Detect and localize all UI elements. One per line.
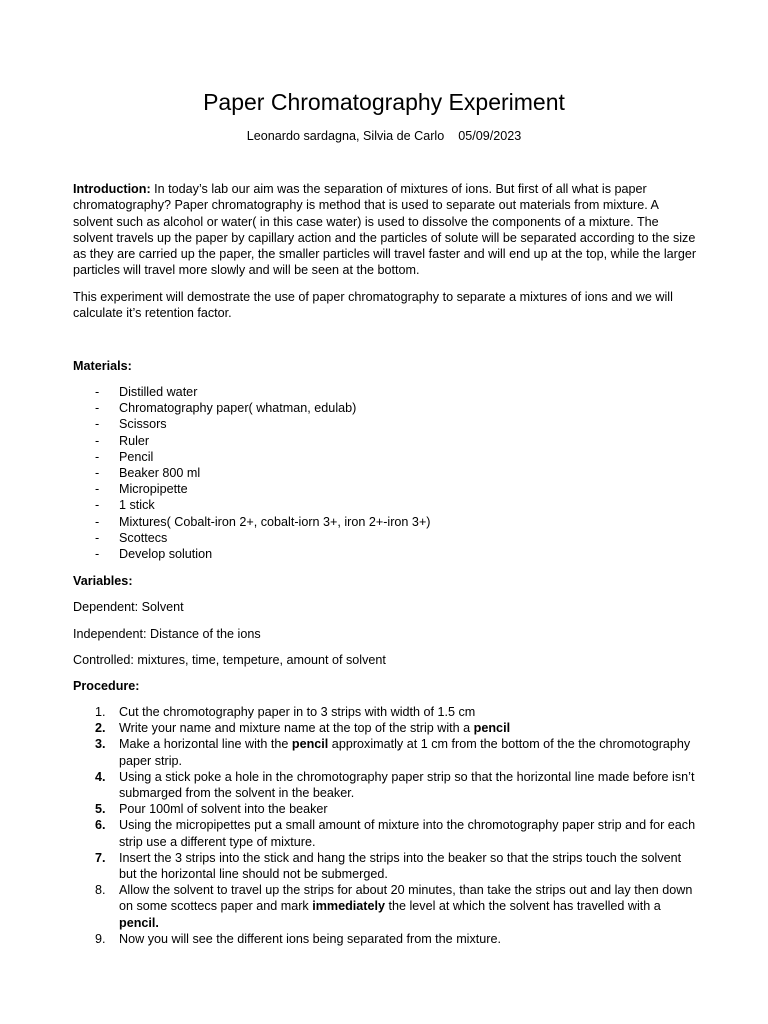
- procedure-step: [73, 850, 698, 882]
- step-number: 6.: [95, 818, 106, 833]
- list-marker: -: [95, 514, 100, 529]
- procedure-step: [73, 769, 698, 801]
- list-marker: -: [95, 433, 100, 448]
- step-text: Allow the solvent to travel up the strips for about 20 minutes, than take the strips out and lay then down on some scottecs paper and mark: [119, 883, 693, 914]
- list-marker: -: [95, 498, 100, 513]
- procedure-list: [73, 704, 698, 947]
- step-number: 8.: [95, 883, 106, 898]
- list-item: [73, 465, 698, 481]
- author-line: [0, 128, 768, 144]
- introduction-label: Introduction:: [73, 182, 151, 196]
- list-item: [73, 530, 698, 546]
- list-item-text: 1 stick: [119, 498, 155, 513]
- materials-heading: Materials:: [73, 359, 132, 373]
- step-number: 5.: [95, 802, 106, 817]
- step-text: Insert the 3 strips into the stick and hang the strips into the beaker so that the strips touch the solvent but the horizontal line should not be submerged.: [119, 850, 682, 882]
- step-text: Using a stick poke a hole in the chromotography paper strip so that the horizontal line made before isn’t submarged from the solvent in the beaker.: [119, 769, 695, 801]
- independent-variable: Independent: Distance of the ions: [73, 627, 261, 641]
- step-text: Now you will see the different ions being separated from the mixture.: [119, 931, 501, 946]
- list-marker: -: [95, 449, 100, 464]
- date: 05/09/2023: [458, 129, 522, 143]
- purpose-paragraph: This experiment will demostrate the use of paper chromatography to separate a mixtures of ions and we will calculate it’s retention factor.: [73, 290, 673, 321]
- step-number: 3.: [95, 737, 106, 752]
- list-item: [73, 497, 698, 513]
- list-item-text: Mixtures( Cobalt-iron 2+, cobalt-iorn 3+, iron 2+-iron 3+): [119, 514, 431, 529]
- list-marker: -: [95, 466, 100, 481]
- step-text: Using the micropipettes put a small amount of mixture into the chromotography paper strip and for each strip use a different type of mixture.: [119, 818, 696, 849]
- list-item: [73, 416, 698, 432]
- procedure-step: [73, 882, 698, 931]
- list-item-text: Distilled water: [119, 385, 198, 399]
- step-emphasis: pencil: [473, 721, 511, 736]
- list-item-text: Scottecs: [119, 530, 168, 545]
- procedure-step: [73, 704, 698, 720]
- list-marker: -: [95, 547, 100, 562]
- introduction-text: In today’s lab our aim was the separation of mixtures of ions. But first of all what is paper chromatography? Paper chromatography is method that is used to separate out materials from mixture. A solvent such as alcohol or water( in this case water) is used to dissolve the components of a mixture. The solvent travels up the paper by capillary action and the particles of solute will be separated according to the size as they are carried up the paper, the smaller particles will travel faster and will end up at the top, while the larger particles will travel more slowly and will be seen at the bottom.: [73, 182, 697, 278]
- step-text: approximatly at 1 cm from the bottom of the the chromotography paper strip.: [119, 737, 691, 768]
- list-marker: -: [95, 417, 100, 432]
- list-item-text: Scissors: [119, 417, 167, 432]
- list-item-text: Micropipette: [119, 482, 188, 497]
- step-text: Pour 100ml of solvent into the beaker: [119, 802, 328, 817]
- list-item: [73, 384, 698, 400]
- list-item-text: Ruler: [119, 433, 150, 448]
- list-item-text: Pencil: [119, 449, 154, 464]
- list-marker: -: [95, 482, 100, 497]
- procedure-step: [73, 801, 698, 817]
- step-number: 4.: [95, 769, 106, 784]
- list-item: [73, 449, 698, 465]
- list-marker: -: [95, 401, 100, 416]
- step-number: 7.: [95, 850, 106, 865]
- list-item: [73, 546, 698, 562]
- step-text: Make a horizontal line with the: [119, 737, 292, 752]
- introduction-paragraph: [73, 181, 698, 279]
- procedure-step: [73, 736, 698, 768]
- list-item-text: Beaker 800 ml: [119, 466, 201, 481]
- step-text: the level at which the solvent has travelled with a: [385, 899, 661, 914]
- dependent-variable: Dependent: Solvent: [73, 600, 184, 614]
- controlled-variables: Controlled: mixtures, time, tempeture, amount of solvent: [73, 653, 386, 667]
- procedure-step: [73, 720, 698, 736]
- list-item: [73, 481, 698, 497]
- list-item: [73, 400, 698, 416]
- step-number: 1.: [95, 705, 106, 719]
- procedure-heading: Procedure:: [73, 679, 140, 693]
- materials-list: [73, 384, 698, 562]
- list-marker: -: [95, 530, 100, 545]
- list-item: [73, 433, 698, 449]
- variables-heading: Variables:: [73, 574, 133, 588]
- authors: Leonardo sardagna, Silvia de Carlo: [246, 129, 445, 143]
- step-emphasis: pencil: [291, 737, 329, 752]
- document-title: Paper Chromatography Experiment: [203, 89, 565, 115]
- procedure-step: [73, 817, 698, 849]
- list-marker: -: [95, 385, 100, 399]
- step-text: Cut the chromotography paper in to 3 strips with width of 1.5 cm: [119, 705, 476, 719]
- procedure-step: [73, 931, 698, 947]
- step-emphasis: pencil.: [119, 915, 159, 930]
- step-emphasis: immediately: [312, 899, 385, 914]
- list-item-text: Develop solution: [119, 547, 213, 562]
- step-number: 9.: [95, 931, 106, 946]
- list-item-text: Chromatography paper( whatman, edulab): [119, 401, 357, 416]
- step-text: Write your name and mixture name at the top of the strip with a: [119, 721, 474, 736]
- step-number: 2.: [95, 721, 106, 736]
- list-item: [73, 514, 698, 530]
